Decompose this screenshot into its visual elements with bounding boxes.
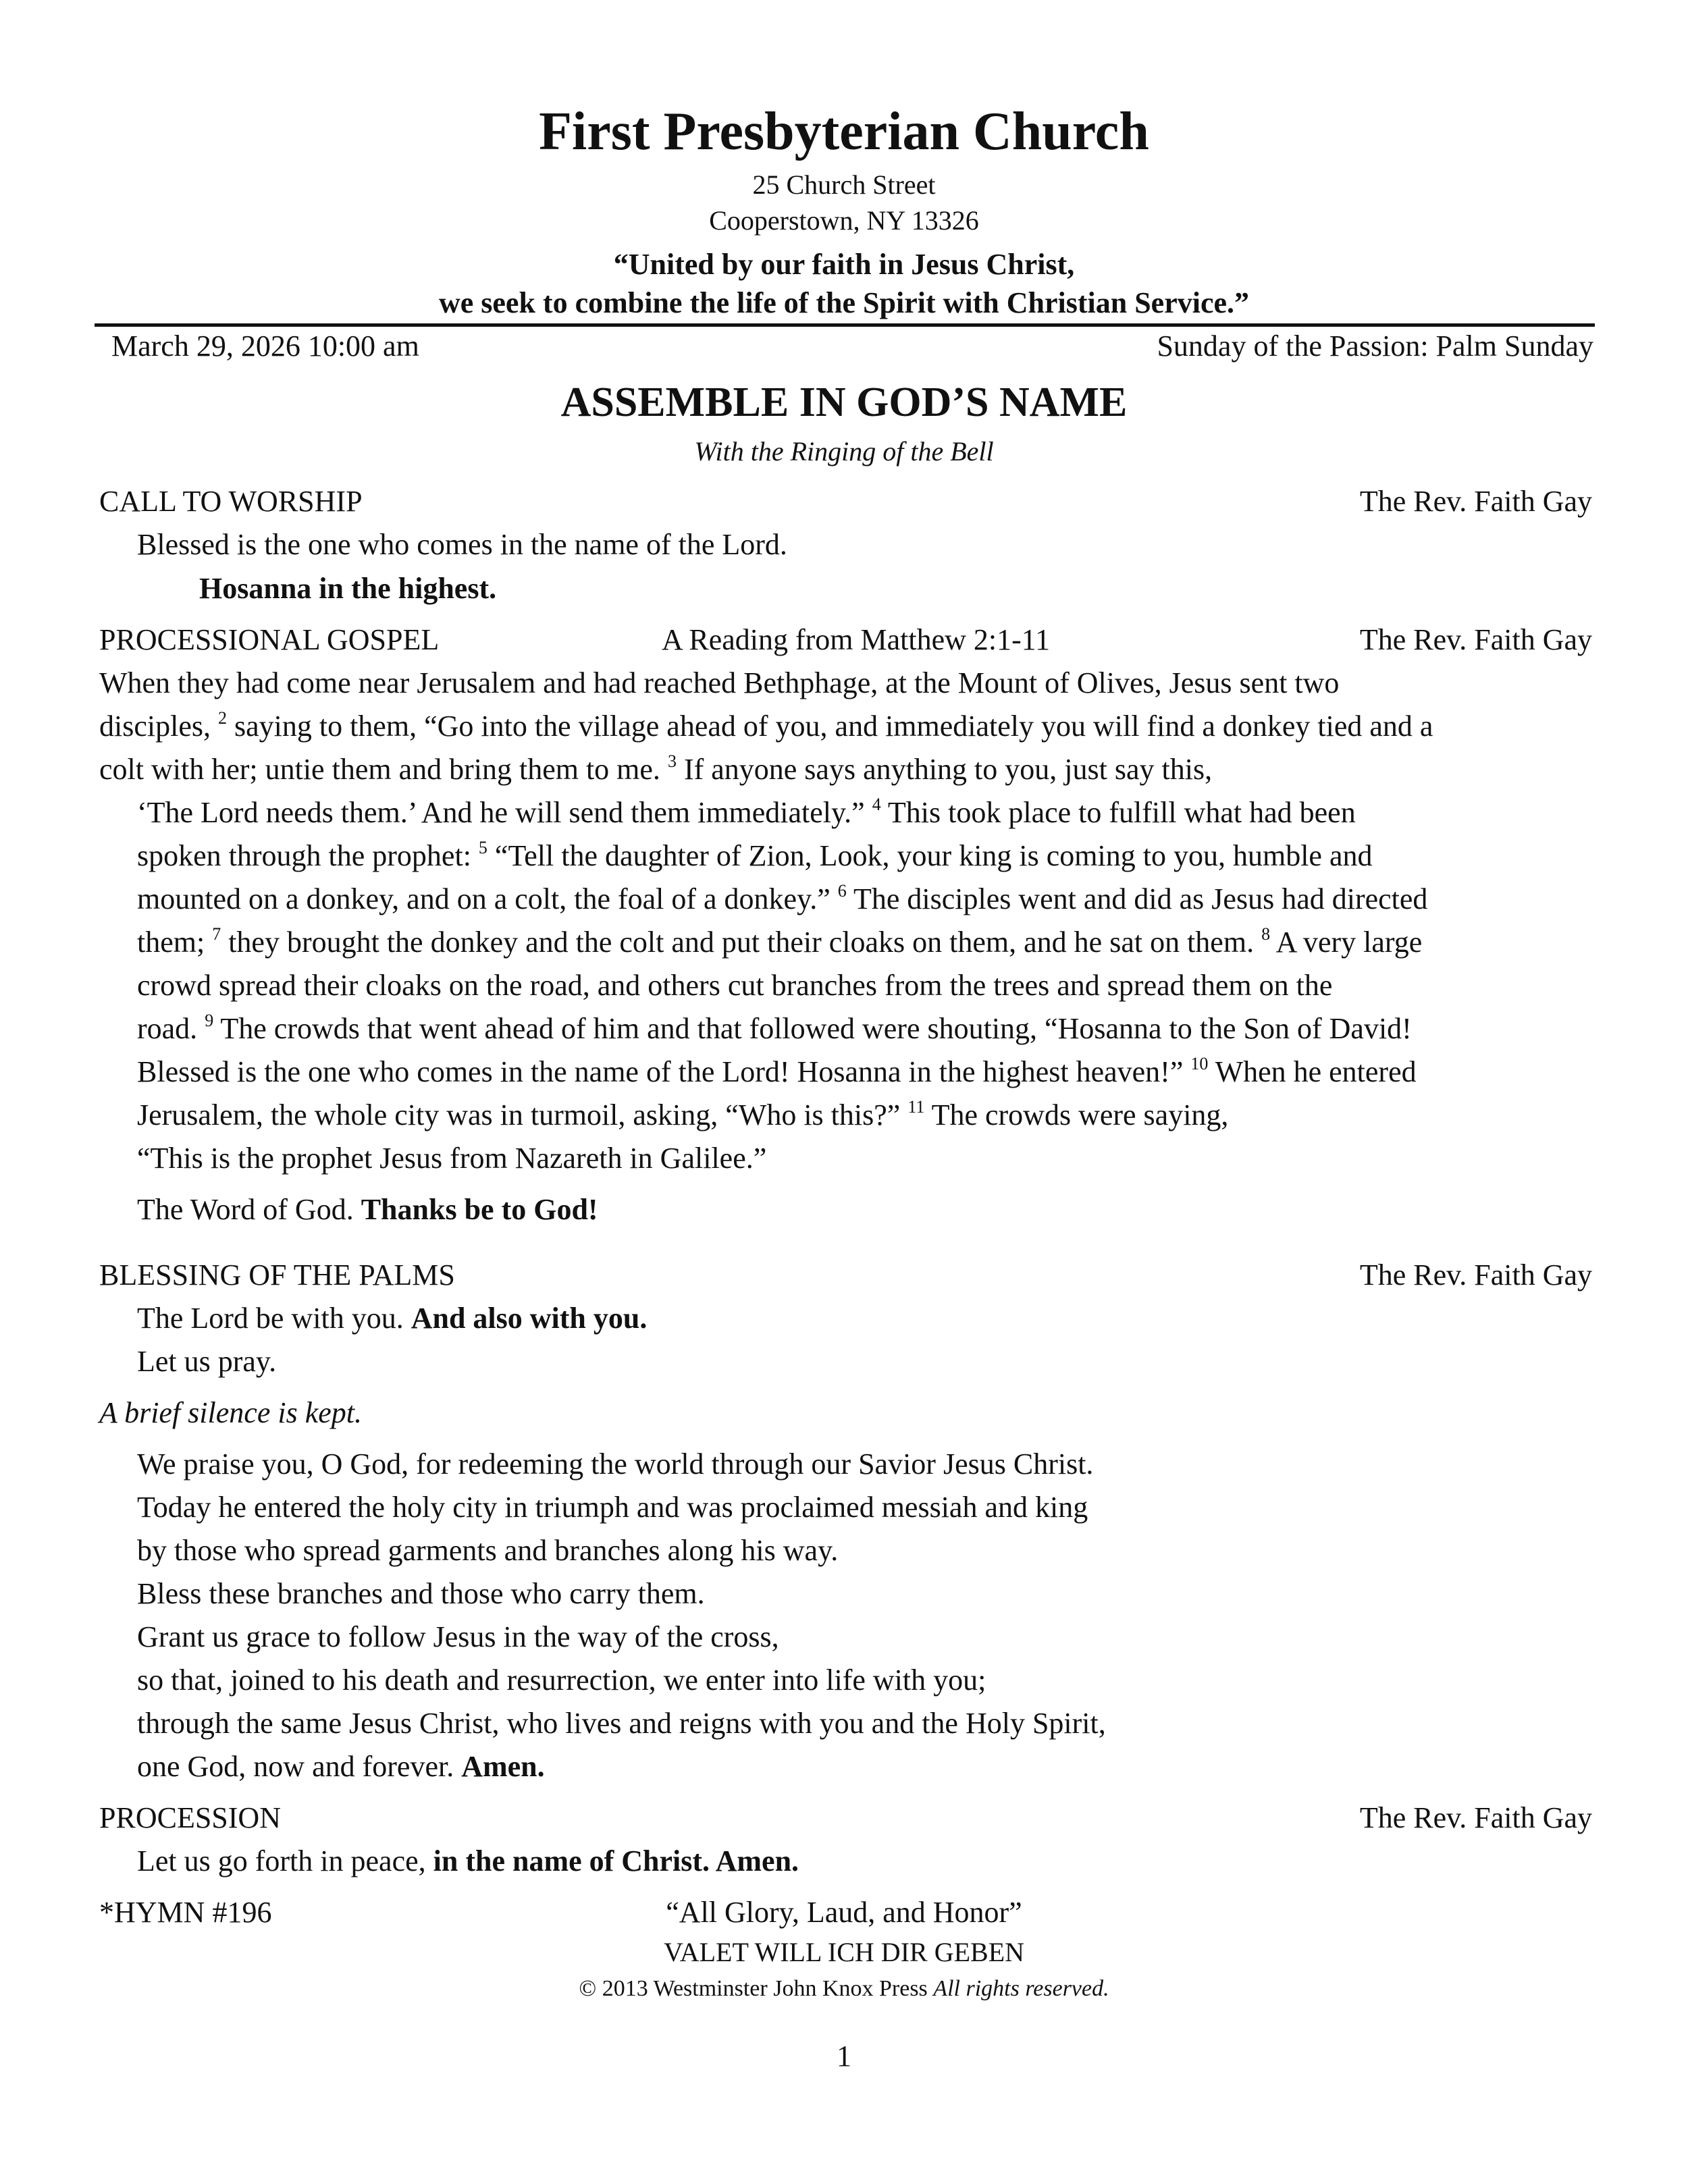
verse-number: 7 (212, 924, 221, 944)
prayer-amen: Amen. (461, 1750, 545, 1783)
call-to-worship-leader: The Rev. Faith Gay (1359, 485, 1592, 518)
gospel-closing-response: Thanks be to God! (361, 1193, 598, 1226)
blessing-heading: BLESSING OF THE PALMS (99, 1258, 455, 1291)
gospel-line-12: “This is the prophet Jesus from Nazareth in Galilee.” (137, 1142, 767, 1175)
hymn-title: “All Glory, Laud, and Honor” (666, 1896, 1022, 1929)
gospel-line-6: mounted on a donkey, and on a colt, the foal of a donkey.” $^6$ The disciples went and did as Jesus had directed (137, 881, 1428, 915)
gospel-line-10: Blessed is the one who comes in the name of the Lord! Hosanna in the highest heaven!” $^{10}$ When he entered (137, 1054, 1417, 1088)
gospel-line-1: When they had come near Jerusalem and had reached Bethphage, at the Mount of Olives, Jesus sent two (99, 666, 1340, 699)
prayer-line-6: so that, joined to his death and resurrection, we enter into life with you; (137, 1663, 986, 1697)
section-subtitle: With the Ringing of the Bell (694, 436, 994, 467)
verse-number: 3 (667, 751, 677, 771)
gospel-line-7: them; $^7$ they brought the donkey and the colt and put their cloaks on them, and he sat on them. $^8$ A very large (137, 924, 1423, 959)
gospel-closing: The Word of God. Thanks be to God! (137, 1193, 598, 1226)
gospel-line-2: disciples, $^2$ saying to them, “Go into the village ahead of you, and immediately you will find a donkey tied and a (99, 708, 1433, 743)
verse-number: 9 (205, 1011, 214, 1030)
hymn-rights: All rights reserved. (933, 1976, 1109, 2001)
call-to-worship-heading: CALL TO WORSHIP (99, 485, 363, 518)
church-name: First Presbyterian Church (539, 102, 1149, 161)
gospel-line-5: spoken through the prophet: $^5$ “Tell the daughter of Zion, Look, your king is coming to you, humble and (137, 838, 1373, 872)
procession-line: Let us go forth in peace, in the name of Christ. Amen. (137, 1844, 799, 1877)
gospel-reading-reference: A Reading from Matthew 2:1-11 (662, 623, 1051, 656)
blessing-invitation: Let us pray. (137, 1345, 277, 1378)
verse-number: 2 (217, 708, 227, 728)
verse-number: 6 (837, 881, 847, 901)
blessing-leader: The Rev. Faith Gay (1359, 1258, 1592, 1291)
address-line-1: 25 Church Street (752, 169, 936, 200)
page-number: 1 (837, 2040, 851, 2073)
section-title: ASSEMBLE IN GOD’S NAME (560, 379, 1128, 425)
address-line-2: Cooperstown, NY 13326 (709, 205, 979, 236)
procession-heading: PROCESSION (99, 1801, 281, 1834)
gospel-line-8: crowd spread their cloaks on the road, and others cut branches from the trees and spread them on the (137, 969, 1333, 1002)
gospel-line-9: road. $^9$ The crowds that went ahead of him and that followed were shouting, “Hosanna to the Son of David! (137, 1011, 1412, 1045)
gospel-line-3: colt with her; untie them and bring them to me. $^3$ If anyone says anything to you, just say this, (99, 751, 1213, 786)
prayer-line-1: We praise you, O God, for redeeming the world through our Savior Jesus Christ. (137, 1447, 1094, 1481)
service-date: March 29, 2026 10:00 am (111, 329, 419, 363)
verse-number: 4 (872, 795, 881, 814)
prayer-line-4: Bless these branches and those who carry them. (137, 1577, 705, 1610)
verse-number: 10 (1190, 1054, 1209, 1073)
gospel-line-11: Jerusalem, the whole city was in turmoil, asking, “Who is this?” $^{11}$ The crowds were saying, (137, 1097, 1229, 1131)
verse-number: 11 (907, 1097, 925, 1117)
call-to-worship-response: Hosanna in the highest. (199, 572, 497, 605)
procession-response: in the name of Christ. Amen. (433, 1844, 799, 1877)
hymn-number: *HYMN #196 (99, 1896, 272, 1929)
gospel-line-4: ‘The Lord needs them.’ And he will send them immediately.” $^4$ This took place to fulfill what had been (137, 795, 1356, 829)
hymn-copyright: © 2013 Westminster John Knox Press All rights reserved. (579, 1976, 1109, 2001)
header-rule (95, 323, 1595, 327)
call-to-worship-line: Blessed is the one who comes in the name of the Lord. (137, 528, 787, 561)
hymn-tune: VALET WILL ICH DIR GEBEN (663, 1937, 1025, 1967)
blessing-greeting-response: And also with you. (411, 1302, 648, 1335)
blessing-rubric: A brief silence is kept. (99, 1396, 362, 1429)
verse-number: 8 (1261, 924, 1271, 944)
gospel-leader: The Rev. Faith Gay (1359, 623, 1592, 656)
prayer-line-2: Today he entered the holy city in triumph and was proclaimed messiah and king (137, 1491, 1088, 1524)
gospel-heading: PROCESSIONAL GOSPEL (99, 623, 440, 656)
motto-line-2: we seek to combine the life of the Spirit with Christian Service.” (438, 286, 1250, 319)
prayer-line-5: Grant us grace to follow Jesus in the way of the cross, (137, 1620, 779, 1653)
verse-number: 5 (478, 838, 487, 857)
procession-leader: The Rev. Faith Gay (1359, 1801, 1592, 1834)
service-occasion: Sunday of the Passion: Palm Sunday (1157, 329, 1593, 363)
prayer-line-7: through the same Jesus Christ, who lives and reigns with you and the Holy Spirit, (137, 1707, 1106, 1740)
prayer-line-3: by those who spread garments and branches along his way. (137, 1534, 839, 1567)
blessing-greeting: The Lord be with you. And also with you. (137, 1302, 648, 1335)
prayer-line-8: one God, now and forever. Amen. (137, 1750, 545, 1783)
motto-line-1: “United by our faith in Jesus Christ, (613, 248, 1075, 281)
